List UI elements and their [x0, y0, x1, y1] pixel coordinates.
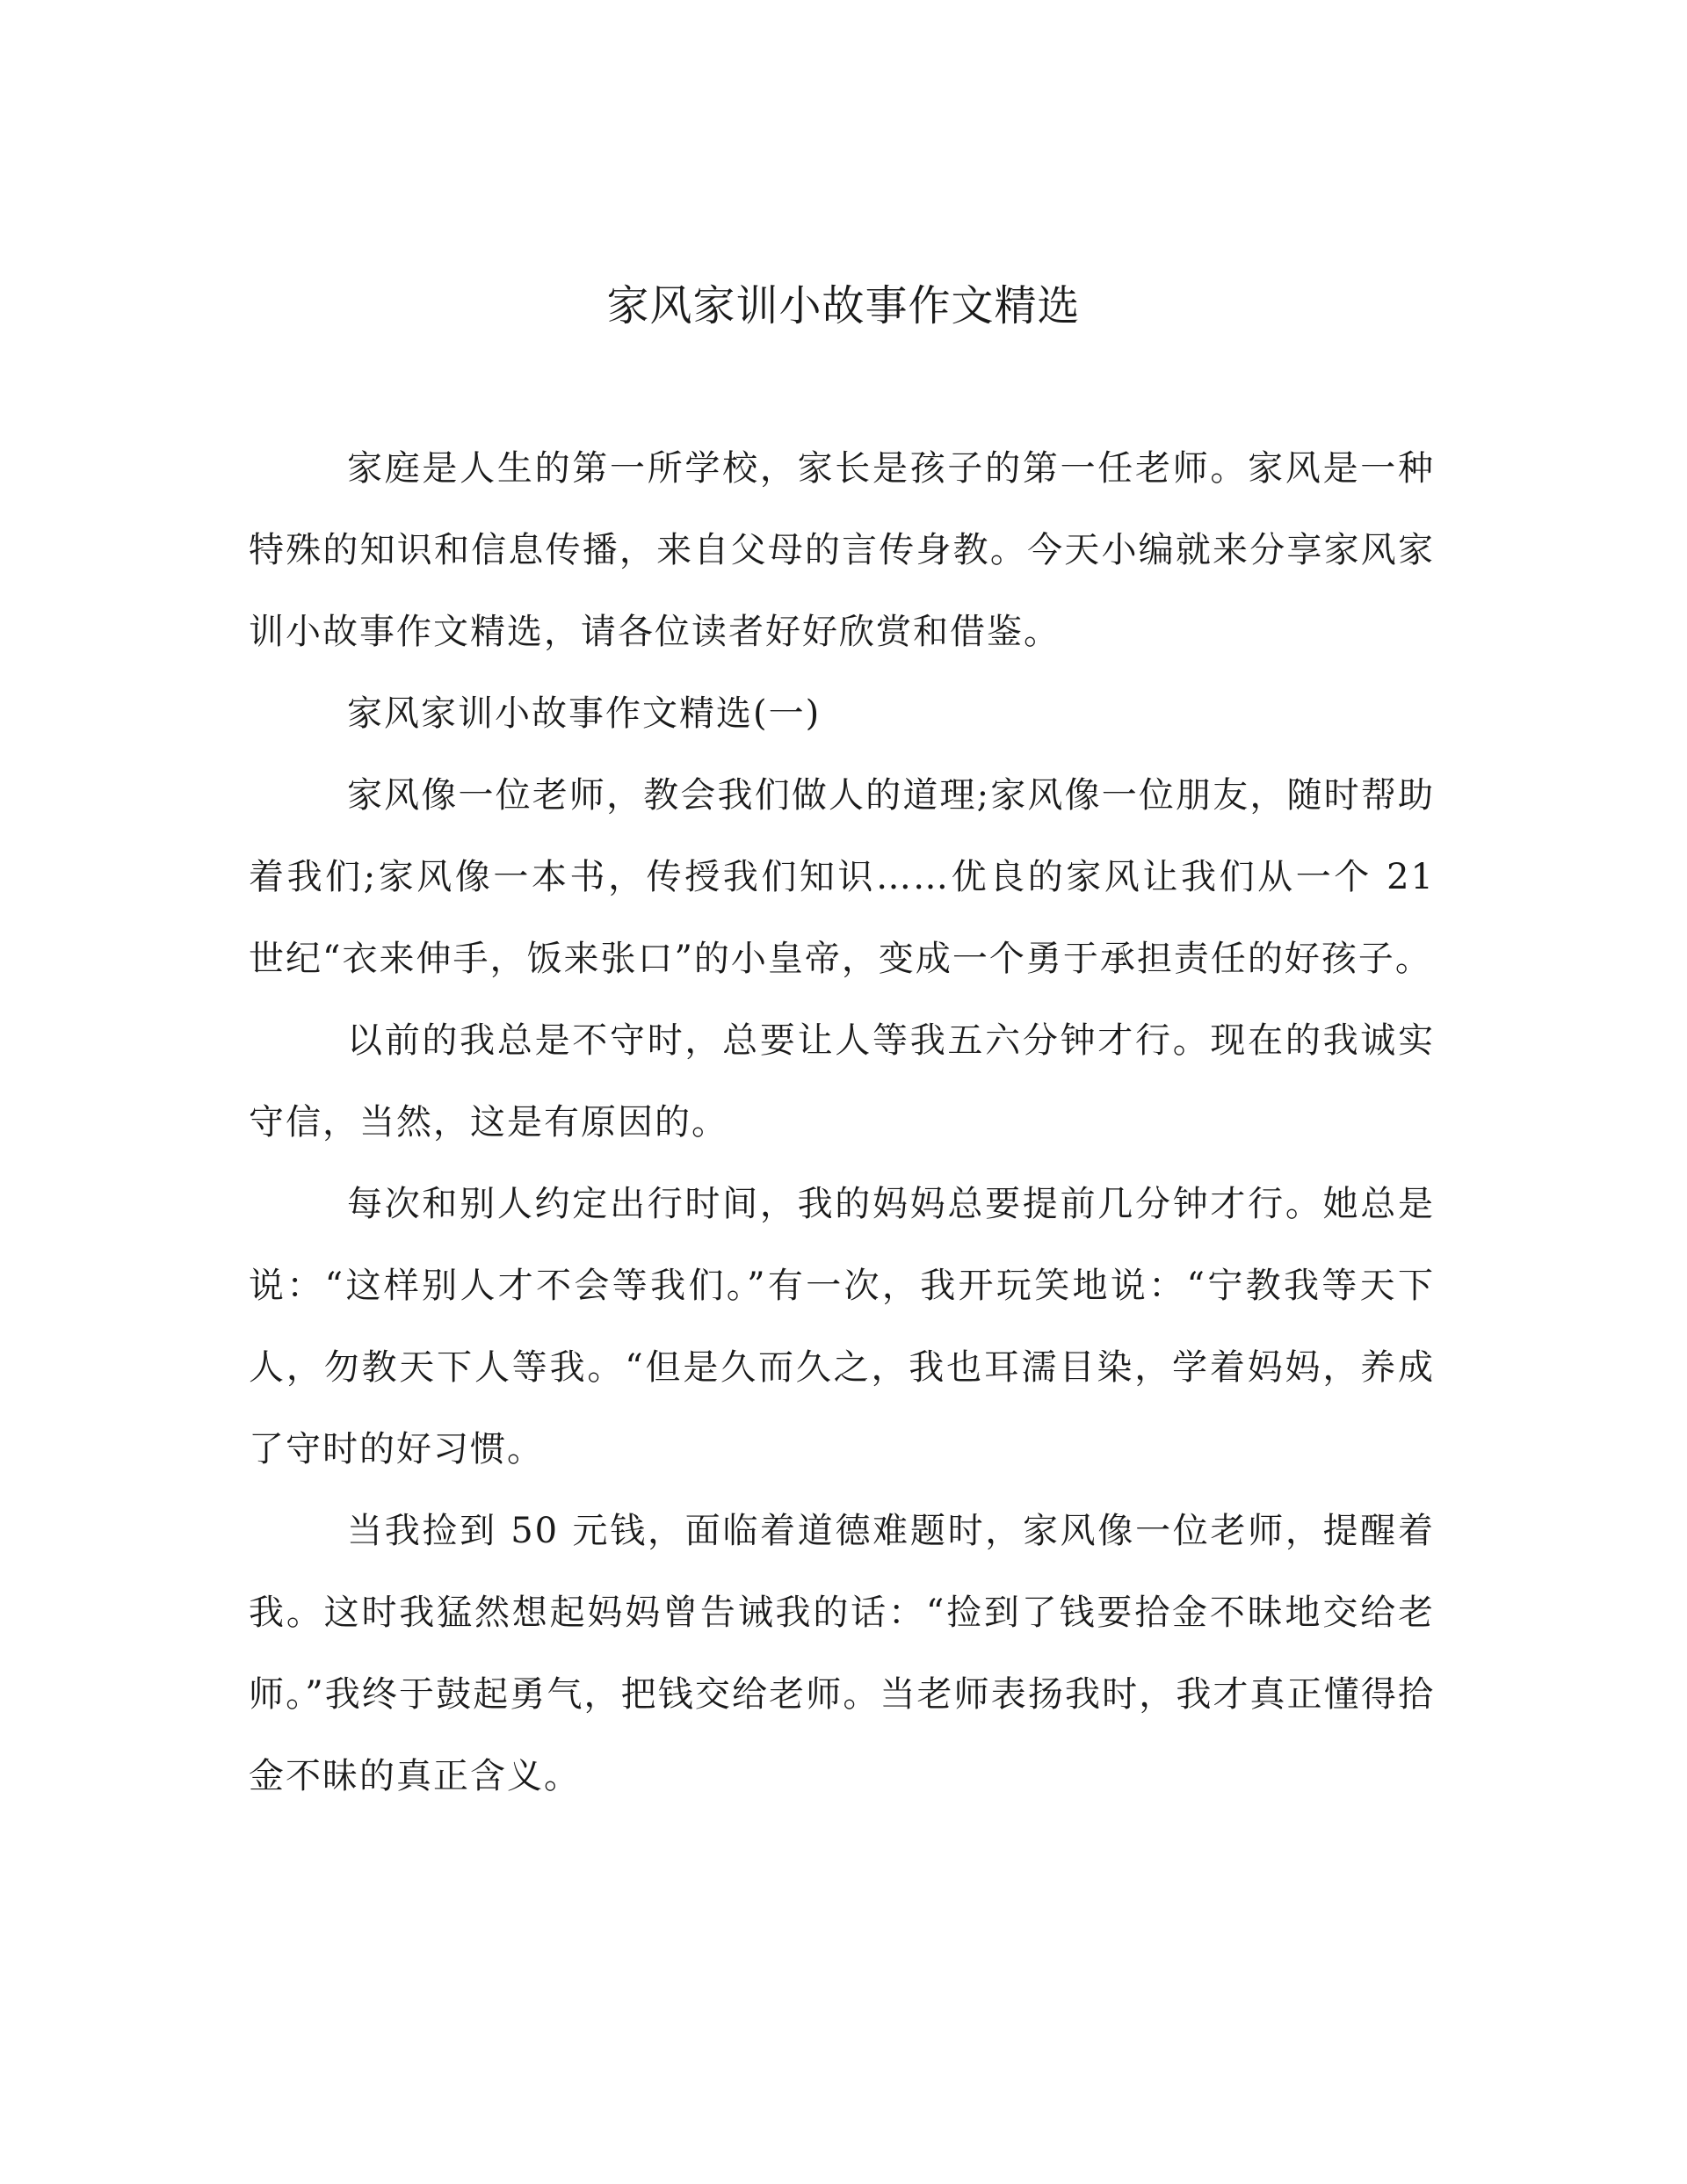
body-paragraph: 每次和别人约定出行时间，我的妈妈总要提前几分钟才行。她总是说：“这样别人才不会等我们。”有一次，我开玩笑地说：“宁教我等天下人，勿教天下人等我。“但是久而久之，我也耳濡目染，学着妈妈，养成了守时的好习惯。 — [249, 1184, 1435, 1469]
document-body — [249, 428, 1435, 1818]
intro-paragraph: 家庭是人生的第一所学校，家长是孩子的第一任老师。家风是一种特殊的知识和信息传播，来自父母的言传身教。今天小编就来分享家风家训小故事作文精选，请各位读者好好欣赏和借鉴。 — [249, 448, 1435, 652]
section-heading: 家风家训小故事作文精选(一) — [347, 693, 822, 734]
body-paragraph: 家风像一位老师，教会我们做人的道理;家风像一位朋友，随时帮助着我们;家风像一本书，传授我们知识……优良的家风让我们从一个 21 世纪“衣来伸手，饭来张口”的小皇帝，变成一个勇于承担责任的好孩子。 — [249, 775, 1435, 979]
body-paragraph: 当我捡到 50 元钱，面临着道德难题时，家风像一位老师，提醒着我。这时我猛然想起妈妈曾告诫我的话：“捡到了钱要拾金不昧地交给老师。”我终于鼓起勇气，把钱交给老师。当老师表扬我时，我才真正懂得拾金不昧的真正含义。 — [249, 1511, 1435, 1796]
document-title: 家风家训小故事作文精选 — [606, 281, 1081, 330]
body-paragraph: 以前的我总是不守时，总要让人等我五六分钟才行。现在的我诚实守信，当然，这是有原因的。 — [249, 1020, 1435, 1143]
